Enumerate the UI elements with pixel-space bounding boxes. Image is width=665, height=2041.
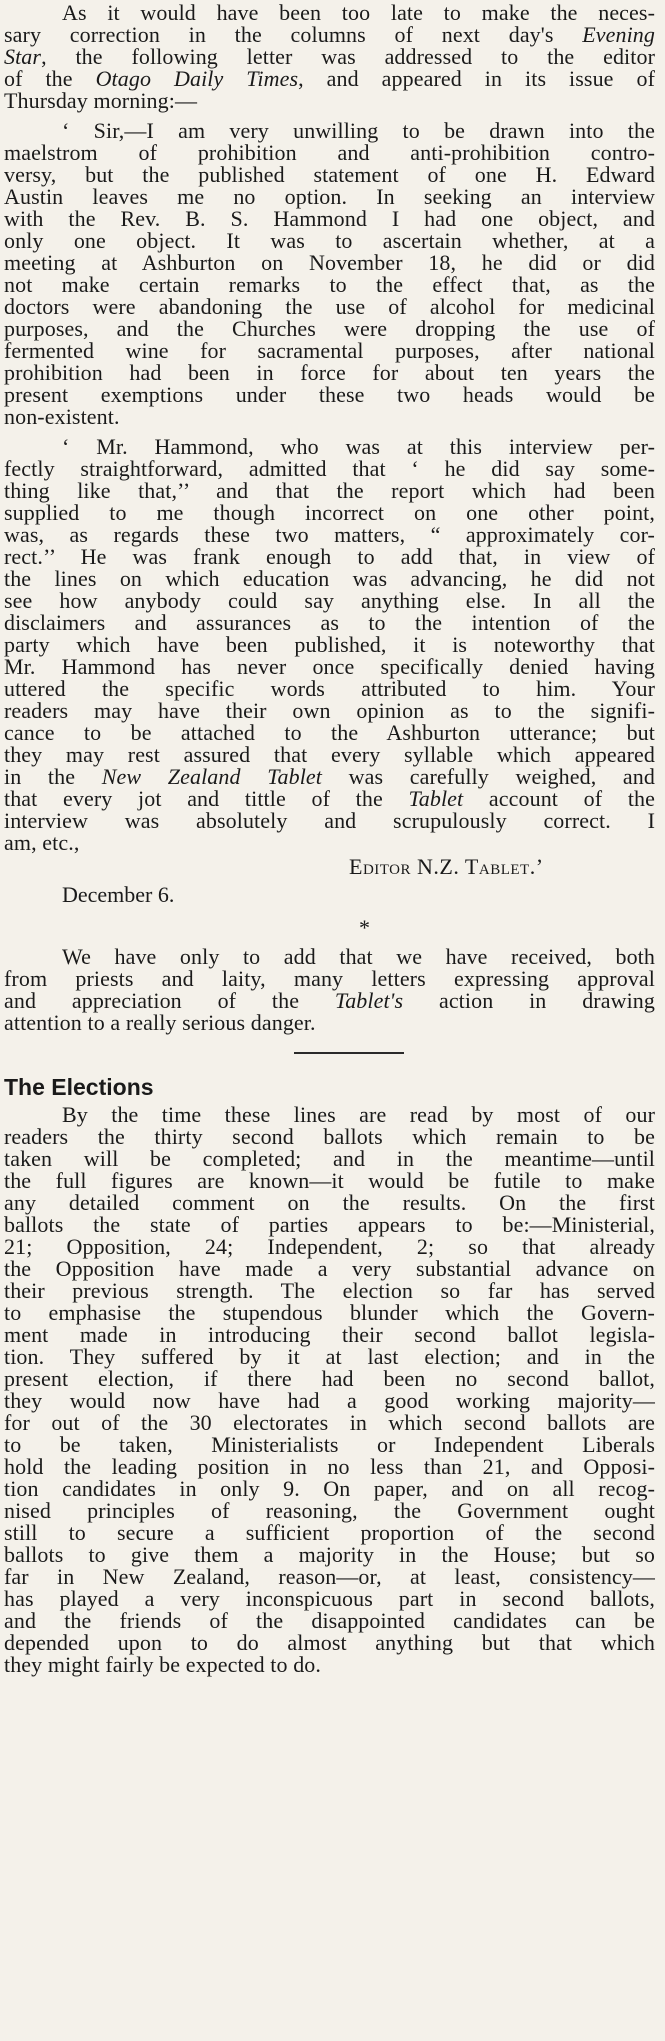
text-line: prohibition had been in force for about ten years the (4, 360, 655, 385)
text-line: hold the leading position in no less than 21, and Opposi- (4, 1454, 655, 1479)
text-line: cance to be attached to the Ashburton utterance; but (4, 720, 655, 745)
text-line: fectly straightforward, admitted that ‘ he did say some- (4, 456, 655, 481)
text-line: not make certain remarks to the effect that, as the (4, 272, 655, 297)
text-line: Mr. Hammond has never once specifically denied having (4, 654, 655, 679)
text-line: to emphasise the stupendous blunder which the Govern- (4, 1300, 655, 1325)
text-line: only one object. It was to ascertain whether, at a (4, 228, 655, 253)
text-line: was, as regards these two matters, “ approximately cor- (4, 522, 655, 547)
text-line: attention to a really serious danger. (4, 1010, 316, 1035)
text-line: rect.’’ He was frank enough to add that, in view of (4, 544, 655, 569)
intro-paragraph (4, 2, 655, 112)
text-line: We have only to add that we have received, both (62, 944, 655, 969)
section-separator-asterisk: * (359, 915, 370, 940)
text-line: their previous strength. The election so far has served (4, 1278, 655, 1303)
text-line: thing like that,’’ and that the report which had been (4, 478, 655, 503)
text-line: present election, if there had been no second ballot, (4, 1366, 655, 1391)
text-line: party which have been published, it is noteworthy that (4, 632, 655, 657)
text-line: meeting at Ashburton on November 18, he did or did (4, 250, 655, 275)
text-line: they might fairly be expected to do. (4, 1652, 322, 1677)
text-line: tion. They suffered by it at last election; and in the (4, 1344, 655, 1369)
letter-date: December 6. (62, 882, 175, 907)
elections-paragraph (4, 1104, 655, 1676)
text-line: uttered the specific words attributed to him. Your (4, 676, 655, 701)
text-line: Austin leaves me no option. In seeking an interview (4, 184, 655, 209)
text-line: they would now have had a good working majority— (4, 1388, 655, 1413)
section-heading: The Elections (4, 1074, 154, 1100)
text-line: tion candidates in only 9. On paper, and on all recog- (4, 1476, 655, 1501)
text-line: in the New Zealand Tablet was carefully weighed, and (4, 764, 655, 789)
text-line: nised principles of reasoning, the Government ought (4, 1498, 655, 1523)
text-line: any detailed comment on the results. On the first (4, 1190, 655, 1215)
letter-signature: Editor N.Z. Tablet.’ (349, 854, 544, 879)
letter-paragraph-1 (4, 120, 655, 428)
text-line: purposes, and the Churches were dropping the use of (4, 316, 655, 341)
text-line: of the Otago Daily Times, and appeared in its issue of (4, 66, 655, 91)
closing-paragraph (4, 946, 655, 1034)
letter-paragraph-2 (4, 436, 655, 854)
text-line: doctors were abandoning the use of alcohol for medicinal (4, 294, 655, 319)
text-line: to be taken, Ministerialists or Independent Liberals (4, 1432, 655, 1457)
text-line: 21; Opposition, 24; Independent, 2; so that already (4, 1234, 655, 1259)
text-line: for out of the 30 electorates in which second ballots are (4, 1410, 655, 1435)
text-line: present exemptions under these two heads would be (4, 382, 655, 407)
text-line: ment made in introducing their second ballot legisla- (4, 1322, 655, 1347)
text-line: depended upon to do almost anything but that which (4, 1630, 655, 1655)
text-line: fermented wine for sacramental purposes, after national (4, 338, 655, 363)
text-line: ‘ Mr. Hammond, who was at this interview per- (62, 434, 655, 459)
letter-section (4, 2, 655, 1034)
text-line: versy, but the published statement of one H. Edward (4, 162, 655, 187)
text-line: Thursday morning:— (4, 88, 198, 113)
text-line: maelstrom of prohibition and anti-prohibition contro- (4, 140, 655, 165)
text-line: that every jot and tittle of the Tablet account of the (4, 786, 655, 811)
text-line: Star, the following letter was addressed to the editor (4, 44, 655, 69)
text-line: ballots to give them a majority in the House; but so (4, 1542, 655, 1567)
text-line: and appreciation of the Tablet's action in drawing (4, 988, 655, 1013)
text-line: the lines on which education was advancing, he did not (4, 566, 655, 591)
text-line: sary correction in the columns of next day's Evening (4, 22, 655, 47)
text-line: ballots the state of parties appears to be:—Ministerial, (4, 1212, 655, 1237)
text-line: has played a very inconspicuous part in second ballots, (4, 1586, 655, 1611)
text-line: supplied to me though incorrect on one other point, (4, 500, 655, 525)
text-line: with the Rev. B. S. Hammond I had one object, and (4, 206, 655, 231)
text-line: far in New Zealand, reason—or, at least, consistency— (4, 1564, 655, 1589)
text-line: from priests and laity, many letters expressing approval (4, 966, 655, 991)
text-line: the full figures are known—it would be futile to make (4, 1168, 655, 1193)
text-line: the Opposition have made a very substantial advance on (4, 1256, 655, 1281)
text-line: ‘ Sir,—I am very unwilling to be drawn into the (62, 118, 655, 143)
text-line: am, etc., (4, 830, 80, 855)
text-line: non-existent. (4, 404, 120, 429)
text-line: interview was absolutely and scrupulously correct. I (4, 808, 655, 833)
text-line: As it would have been too late to make the neces- (62, 0, 655, 25)
text-line: readers the thirty second ballots which remain to be (4, 1124, 655, 1149)
text-line: still to secure a sufficient proportion of the second (4, 1520, 655, 1545)
text-line: they may rest assured that every syllable which appeared (4, 742, 655, 767)
text-line: disclaimers and assurances as to the intention of the (4, 610, 655, 635)
text-line: taken will be completed; and in the meantime—until (4, 1146, 655, 1171)
text-line: and the friends of the disappointed candidates can be (4, 1608, 655, 1633)
text-line: readers may have their own opinion as to the signifi- (4, 698, 655, 723)
text-line: see how anybody could say anything else. In all the (4, 588, 655, 613)
elections-section (4, 1072, 655, 1676)
section-divider-rule (294, 1052, 404, 1054)
text-line: By the time these lines are read by most of our (62, 1102, 655, 1127)
